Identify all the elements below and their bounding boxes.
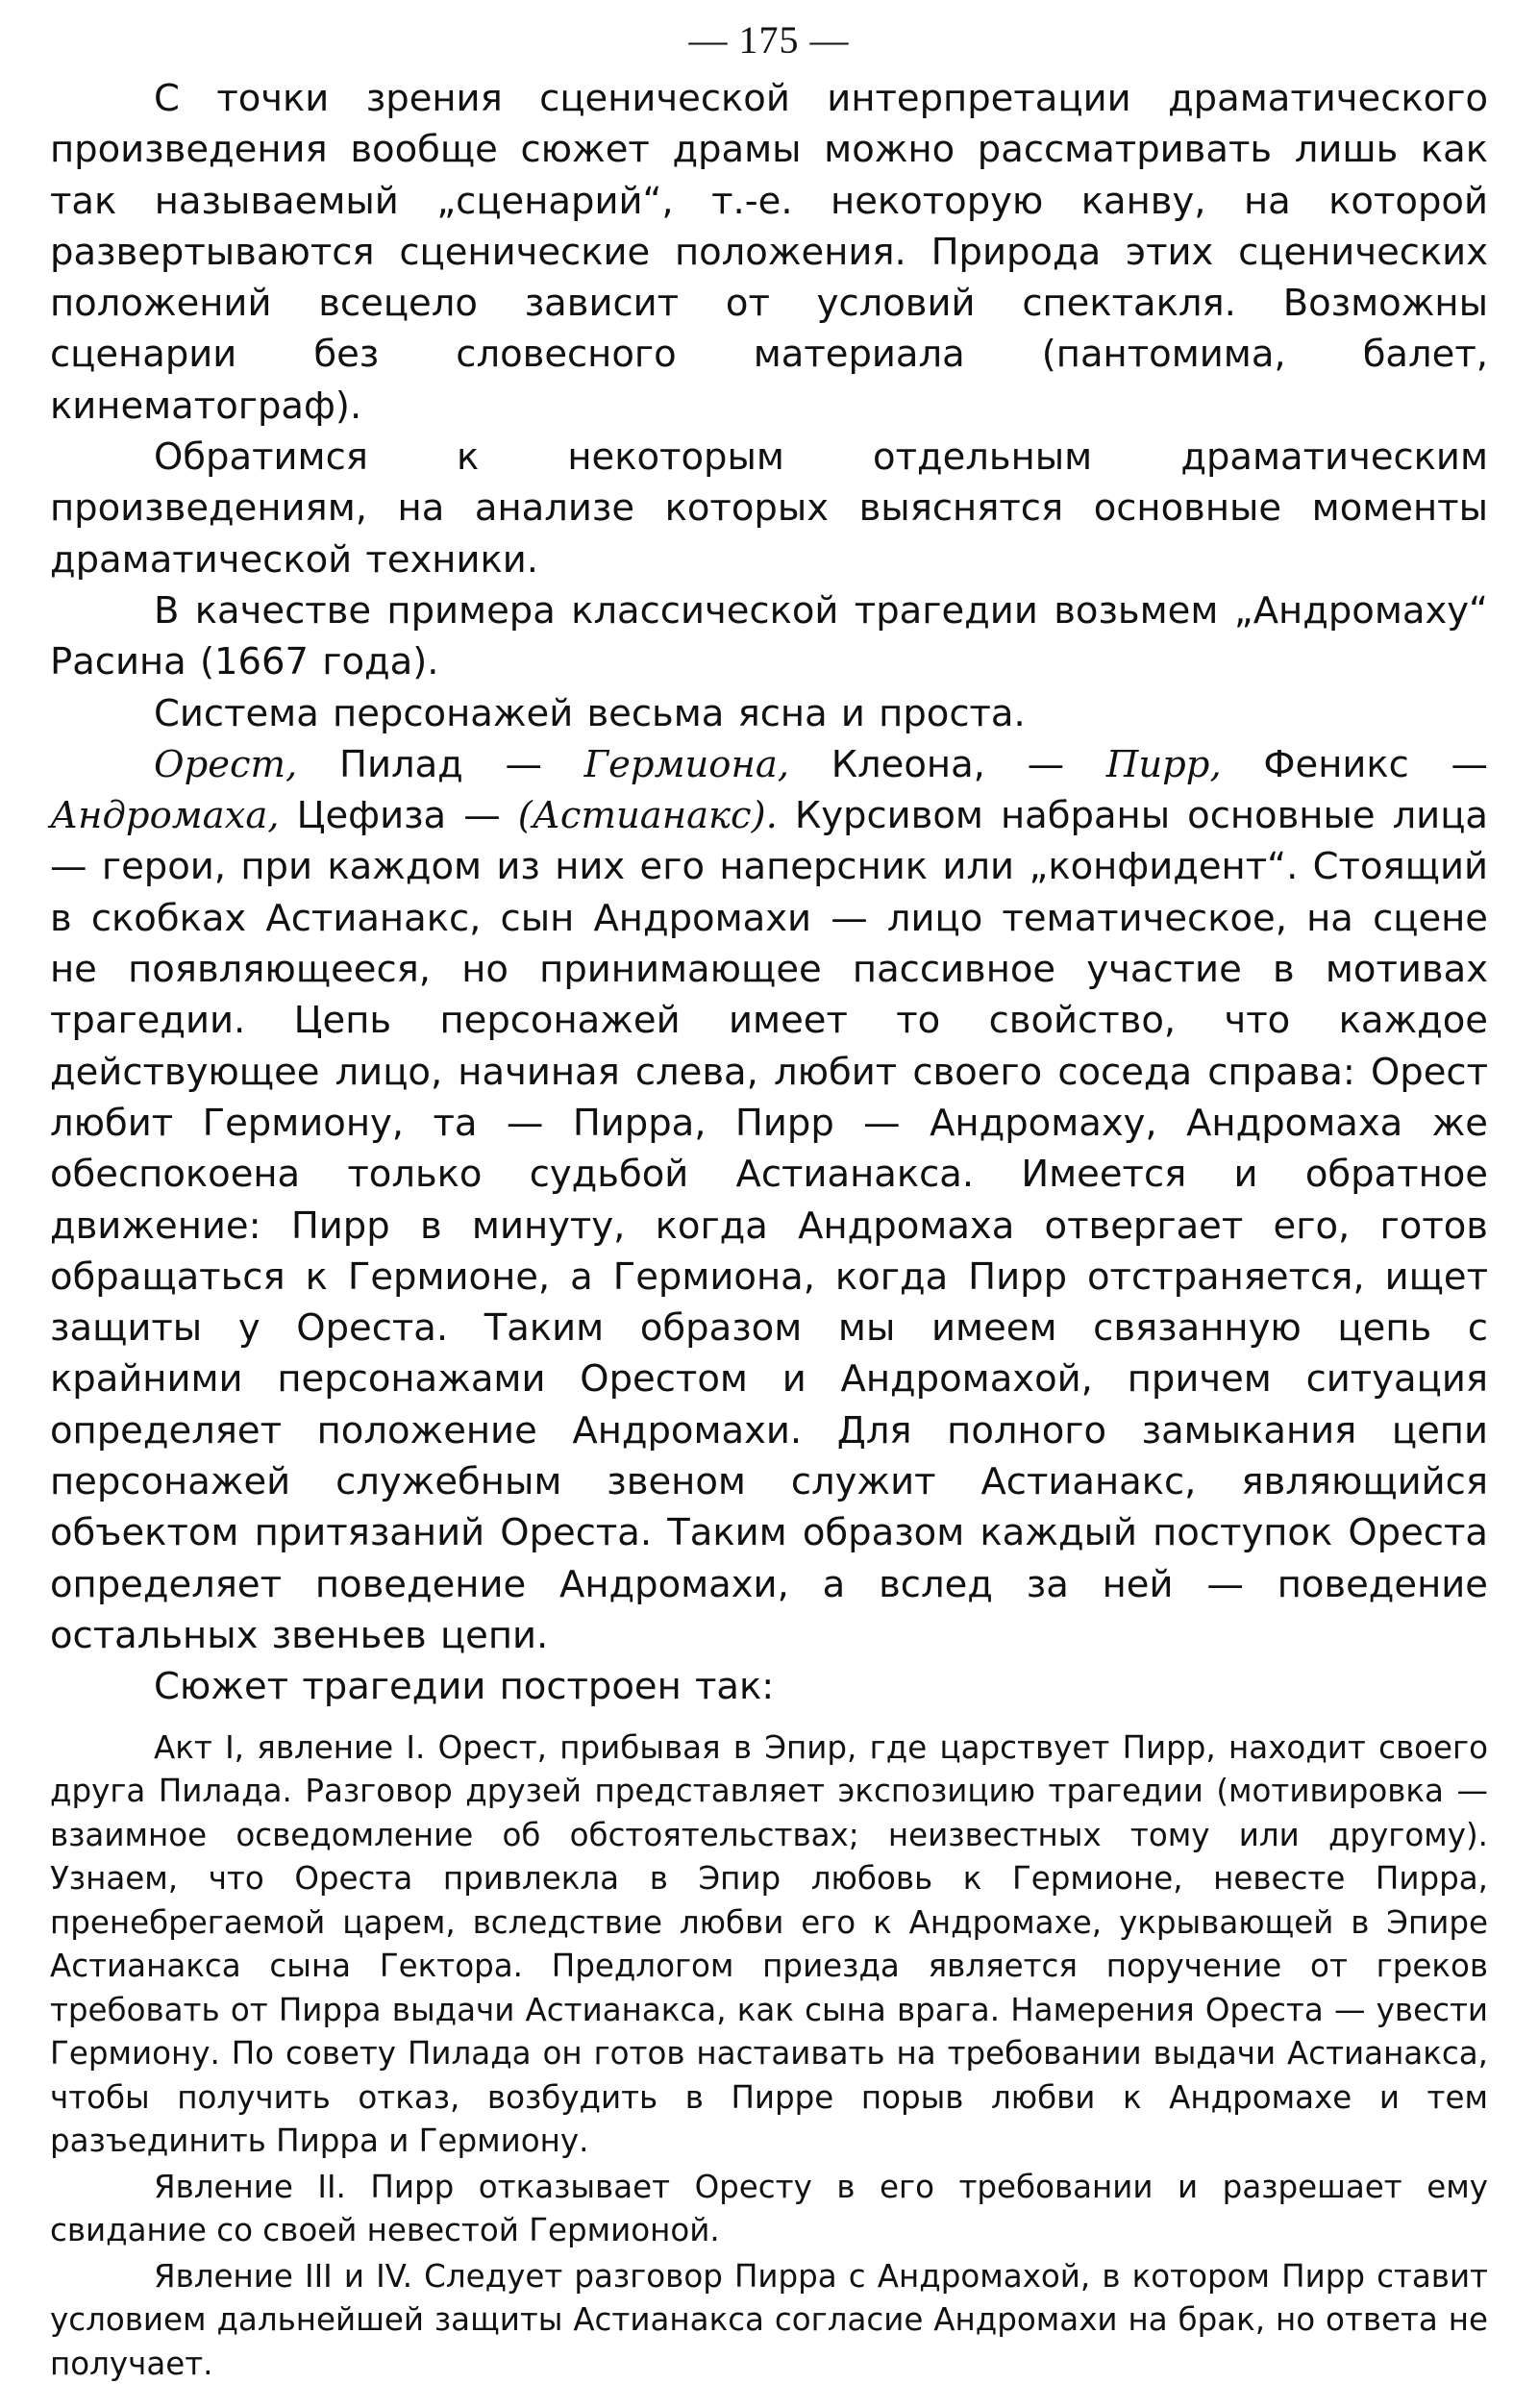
character-feniks: Феникс —	[1221, 742, 1488, 786]
paragraph-system: Система персонажей весьма ясна и проста.	[154, 691, 1026, 735]
paragraph-scenario: С точки зрения сценической интерпретации драматического произведения вообще сюжет драмы можно рассматривать лишь как так называемый „сценарий“, т.-е. некоторую канву, на которой развертываются сценические положения. Природа этих сценических положений всецело зависит от условий спектакля. Возможны сценарии без словесного материала (пантомима, балет, кинематограф).	[50, 77, 1488, 428]
character-andromakha: Андромаха,	[50, 794, 280, 838]
plot-summary	[50, 1726, 1488, 2387]
summary-scene3-4: Явление III и IV. Следует разговор Пирра с Андромахой, в котором Пирр ставит условием дальнейшей защиты Астианакса согласие Андромахи на брак, но ответа не получает.	[50, 2257, 1488, 2382]
paragraph-plot-intro: Сюжет трагедии построен так:	[154, 1665, 775, 1709]
page-number: — 175 —	[688, 18, 850, 62]
summary-scene2: Явление II. Пирр отказывает Оресту в его требовании и разрешает ему свидание со своей невестой Гермионой.	[50, 2168, 1488, 2248]
character-pilad: Пилад —	[297, 742, 584, 786]
character-germiona: Гермиона,	[583, 742, 790, 786]
characters-description: Курсивом набраны основные лица — герои, при каждом из них его наперсник или „конфидент“. Стоящий в скобках Астианакс, сын Андромахи — лицо тематическое, на сцене не появляющееся, но принимающее пассивное участие в мотивах трагедии. Цепь персонажей имеет то свойство, что каждое действующее лицо, начиная слева, любит своего соседа справа: Орест любит Гермиону, та — Пирра, Пирр — Андромаху, Андромаха же обеспокоена только судьбой Астианакса. Имеется и обратное движение: Пирр в минуту, когда Андромаха отвергает его, готов обращаться к Гермионе, а Гермиона, когда Пирр отстраняется, ищет защиты у Ореста. Таким образом мы имеем связанную цепь с крайними персонажами Орестом и Андромахой, причем ситуация определяет положение Андромахи. Для полного замыкания цепи персонажей служебным звеном служит Астианакс, являющийся объектом притязаний Ореста. Таким образом каждый поступок Ореста определяет поведение Андромахи, а вслед за ней — поведение остальных звеньев цепи.	[50, 794, 1489, 1657]
character-orest: Орест,	[154, 742, 298, 786]
paragraph-characters	[50, 739, 1488, 1661]
paragraph-example: В качестве примера классической трагедии возьмем „Андромаху“ Расина (1667 года).	[50, 588, 1488, 684]
character-kleona: Клеона, —	[789, 742, 1106, 786]
summary-act1-scene1: Акт I, явление I. Орест, прибывая в Эпир, где царствует Пирр, находит своего друга Пилада. Разговор друзей представляет экспозицию трагедии (мотивировка — взаимное осведомление об обстоятельствах; неизвестных тому или другому). Узнаем, что Ореста привлекла в Эпир любовь к Гермионе, невесте Пирра, пренебрегаемой царем, вследствие любви его к Андромахе, укрывающей в Эпире Астианакса сына Гектора. Предлогом приезда является поручение от греков требовать от Пирра выдачи Астианакса, как сына врага. Намерения Ореста — увести Гермиону. По совету Пилада он готов настаивать на требовании выдачи Астианакса, чтобы получить отказ, возбудить в Пирре порыв любви к Андромахе и тем разъединить Пирра и Гермиону.	[50, 1728, 1488, 2159]
character-pirr: Пирр,	[1105, 742, 1222, 786]
main-text	[50, 73, 1488, 1713]
character-tsefiza: Цефиза —	[279, 794, 518, 838]
paragraph-works: Обратимся к некоторым отдельным драматическим произведениям, на анализе которых выяснятся основные моменты драматической техники.	[50, 435, 1488, 582]
character-astianaks: (Астианакс).	[517, 794, 778, 838]
